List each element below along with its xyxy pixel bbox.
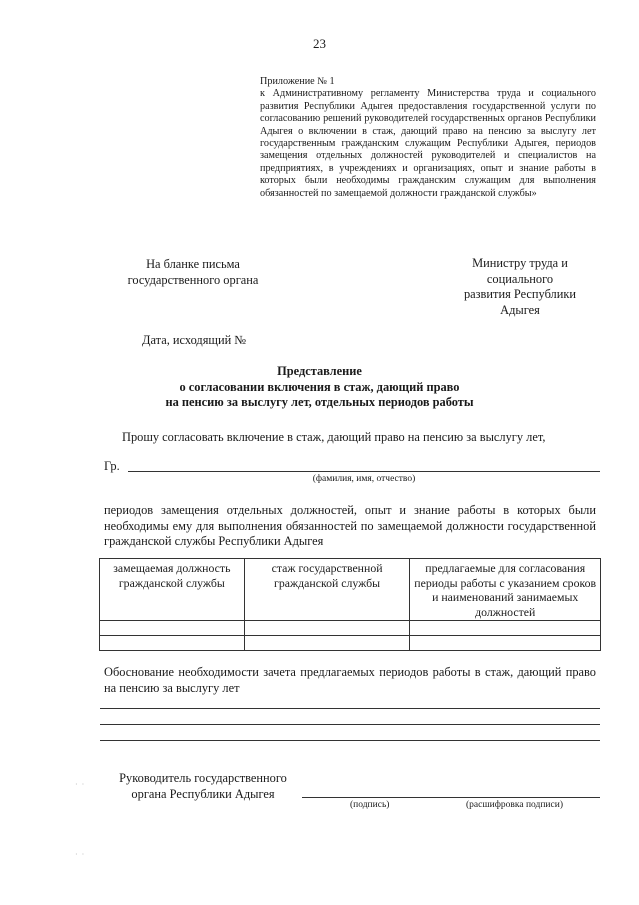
appendix-text: к Административному регламенту Министерства труда и социального развития Республики Адыгея предоставления государственной услуги по согласованию решений руководителей государственных органов Республики Адыгея о включении в стаж, дающий право на пенсию за выслугу лет государственным гражданским служащим Республики Адыгея, периодов замещения отдельных должностей руководителей и специалистов на предприятиях, в учреждениях и организациях, опыт и знание работы в которых были необходимы гражданским служащим для выполнения обязанностей по замещаемой должности гражданской службы» [260, 88, 596, 199]
table-cell[interactable] [100, 636, 245, 651]
document-title [0, 364, 639, 411]
signature-caption: (подпись) [350, 800, 390, 810]
signature-decode-caption: (расшифровка подписи) [466, 800, 563, 810]
title-line-2: о согласовании включения в стаж, дающий право [179, 379, 460, 394]
table-header-service-length: стаж государственной гражданской службы [244, 559, 410, 621]
table-row [100, 636, 601, 651]
table-cell[interactable] [100, 621, 245, 636]
justification-line[interactable] [100, 708, 600, 709]
appendix-block [260, 76, 596, 200]
addressee-block [455, 256, 585, 318]
table-cell[interactable] [244, 621, 410, 636]
periods-table [99, 558, 601, 651]
citizen-name-line[interactable] [128, 471, 600, 472]
letterhead-line-1: На бланке письма [146, 257, 240, 271]
citizen-name-caption: (фамилия, имя, отчество) [312, 474, 416, 484]
table-cell[interactable] [410, 636, 601, 651]
table-cell[interactable] [410, 621, 601, 636]
appendix-title: Приложение № 1 [260, 76, 335, 87]
head-signatory-label: Руководитель государственного органа Республики Адыгея [119, 771, 287, 801]
page-number: 23 [313, 36, 326, 51]
table-row [100, 621, 601, 636]
letterhead-line-2: государственного органа [127, 272, 259, 287]
citizen-label: Гр. [104, 459, 120, 473]
signature-line[interactable] [302, 797, 600, 798]
title-line-3: на пенсию за выслугу лет, отдельных периодов работы [165, 395, 474, 410]
table-header-position: замещаемая должность гражданской службы [100, 559, 245, 621]
title-line-1: Представление [277, 364, 362, 378]
table-cell[interactable] [244, 636, 410, 651]
request-text: Прошу согласовать включение в стаж, дающий право на пенсию за выслугу лет, [122, 430, 546, 444]
justification-text: Обоснование необходимости зачета предлагаемых периодов работы в стаж, дающий право на пенсию за выслугу лет [104, 665, 596, 695]
addressee-line-3: развития Республики [463, 287, 577, 301]
justification-line[interactable] [100, 724, 600, 725]
justification-line[interactable] [100, 740, 600, 741]
periods-text: периодов замещения отдельных должностей, опыт и знание работы в которых были необходимы ему для выполнения обязанностей по замещаемой должности государственной гражданской службы Республики Адыгея [104, 503, 596, 548]
letterhead-note [118, 257, 268, 288]
table-header-row [100, 559, 601, 621]
scan-dots: · · [75, 780, 86, 789]
scan-dots: · · [75, 850, 86, 859]
addressee-line-1: Министру труда и [472, 256, 568, 270]
addressee-line-2: социального [486, 271, 554, 286]
addressee-line-4: Адыгея [500, 302, 540, 317]
date-outgoing-number: Дата, исходящий № [142, 333, 247, 347]
table-header-proposed-periods: предлагаемые для согласования периоды работы с указанием сроков и наименований занимаемых должностей [410, 559, 601, 621]
